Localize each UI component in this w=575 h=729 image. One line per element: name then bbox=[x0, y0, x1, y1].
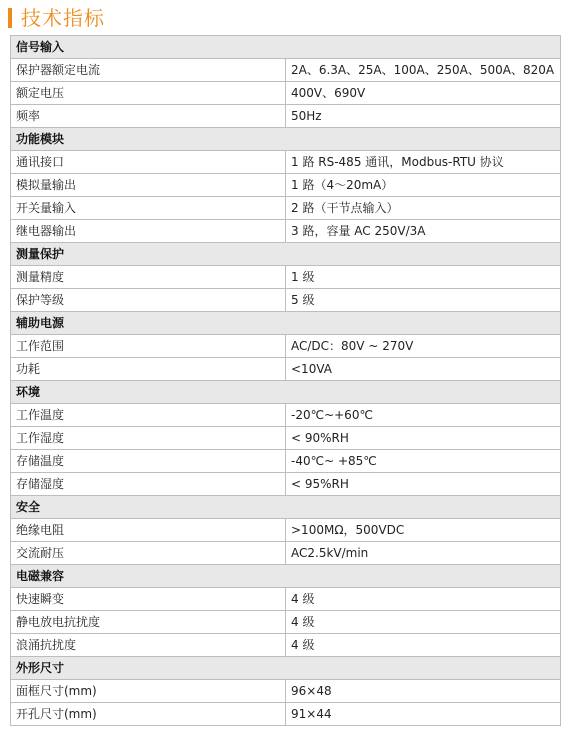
table-row bbox=[11, 358, 561, 381]
spec-table bbox=[10, 35, 561, 726]
page-header bbox=[8, 4, 105, 32]
section-title: 信号输入 bbox=[11, 36, 561, 59]
spec-value: <10VA bbox=[286, 358, 561, 381]
title-accent-bar bbox=[8, 8, 12, 28]
spec-value: -20℃~+60℃ bbox=[286, 404, 561, 427]
table-row bbox=[11, 588, 561, 611]
section-title: 环境 bbox=[11, 381, 561, 404]
spec-key: 工作范围 bbox=[11, 335, 286, 358]
spec-value: AC2.5kV/min bbox=[286, 542, 561, 565]
spec-value: < 95%RH bbox=[286, 473, 561, 496]
table-row bbox=[11, 174, 561, 197]
spec-key: 开孔尺寸(mm) bbox=[11, 703, 286, 726]
spec-value: -40℃~ +85℃ bbox=[286, 450, 561, 473]
section-header-row bbox=[11, 496, 561, 519]
table-row bbox=[11, 289, 561, 312]
spec-key: 开关量输入 bbox=[11, 197, 286, 220]
spec-key: 存储温度 bbox=[11, 450, 286, 473]
table-row bbox=[11, 450, 561, 473]
page-title: 技术指标 bbox=[21, 6, 105, 30]
table-row bbox=[11, 680, 561, 703]
spec-value: 1 路 RS-485 通讯，Modbus-RTU 协议 bbox=[286, 151, 561, 174]
section-header-row bbox=[11, 312, 561, 335]
section-title: 外形尺寸 bbox=[11, 657, 561, 680]
spec-key: 模拟量输出 bbox=[11, 174, 286, 197]
spec-value: 50Hz bbox=[286, 105, 561, 128]
spec-key: 频率 bbox=[11, 105, 286, 128]
table-row bbox=[11, 634, 561, 657]
section-title: 安全 bbox=[11, 496, 561, 519]
table-row bbox=[11, 703, 561, 726]
table-row bbox=[11, 427, 561, 450]
spec-key: 工作湿度 bbox=[11, 427, 286, 450]
spec-key: 通讯接口 bbox=[11, 151, 286, 174]
spec-key: 工作温度 bbox=[11, 404, 286, 427]
spec-value: < 90%RH bbox=[286, 427, 561, 450]
spec-key: 面框尺寸(mm) bbox=[11, 680, 286, 703]
spec-key: 保护等级 bbox=[11, 289, 286, 312]
table-row bbox=[11, 59, 561, 82]
spec-value: 1 级 bbox=[286, 266, 561, 289]
section-title: 测量保护 bbox=[11, 243, 561, 266]
table-row bbox=[11, 473, 561, 496]
spec-value: 96×48 bbox=[286, 680, 561, 703]
table-row bbox=[11, 82, 561, 105]
table-row bbox=[11, 197, 561, 220]
spec-key: 保护器额定电流 bbox=[11, 59, 286, 82]
spec-key: 额定电压 bbox=[11, 82, 286, 105]
spec-value: 5 级 bbox=[286, 289, 561, 312]
section-title: 功能模块 bbox=[11, 128, 561, 151]
section-header-row bbox=[11, 657, 561, 680]
section-header-row bbox=[11, 565, 561, 588]
table-row bbox=[11, 105, 561, 128]
spec-value: 3 路，容量 AC 250V/3A bbox=[286, 220, 561, 243]
table-row bbox=[11, 151, 561, 174]
spec-key: 继电器输出 bbox=[11, 220, 286, 243]
section-title: 辅助电源 bbox=[11, 312, 561, 335]
spec-value: 1 路（4～20mA） bbox=[286, 174, 561, 197]
spec-value: 400V、690V bbox=[286, 82, 561, 105]
spec-value: AC/DC：80V ~ 270V bbox=[286, 335, 561, 358]
table-row bbox=[11, 220, 561, 243]
section-header-row bbox=[11, 36, 561, 59]
section-title: 电磁兼容 bbox=[11, 565, 561, 588]
spec-value: 2A、6.3A、25A、100A、250A、500A、820A bbox=[286, 59, 561, 82]
spec-value: 4 级 bbox=[286, 611, 561, 634]
table-row bbox=[11, 542, 561, 565]
spec-key: 快速瞬变 bbox=[11, 588, 286, 611]
spec-value: 2 路（干节点输入） bbox=[286, 197, 561, 220]
table-row bbox=[11, 266, 561, 289]
spec-value: 4 级 bbox=[286, 634, 561, 657]
spec-key: 功耗 bbox=[11, 358, 286, 381]
spec-key: 静电放电抗扰度 bbox=[11, 611, 286, 634]
spec-value: >100MΩ，500VDC bbox=[286, 519, 561, 542]
section-header-row bbox=[11, 381, 561, 404]
spec-key: 绝缘电阻 bbox=[11, 519, 286, 542]
spec-key: 测量精度 bbox=[11, 266, 286, 289]
spec-key: 存储湿度 bbox=[11, 473, 286, 496]
table-row bbox=[11, 611, 561, 634]
spec-key: 浪涌抗扰度 bbox=[11, 634, 286, 657]
table-row bbox=[11, 404, 561, 427]
section-header-row bbox=[11, 128, 561, 151]
spec-value: 4 级 bbox=[286, 588, 561, 611]
table-row bbox=[11, 519, 561, 542]
table-row bbox=[11, 335, 561, 358]
spec-key: 交流耐压 bbox=[11, 542, 286, 565]
section-header-row bbox=[11, 243, 561, 266]
spec-value: 91×44 bbox=[286, 703, 561, 726]
